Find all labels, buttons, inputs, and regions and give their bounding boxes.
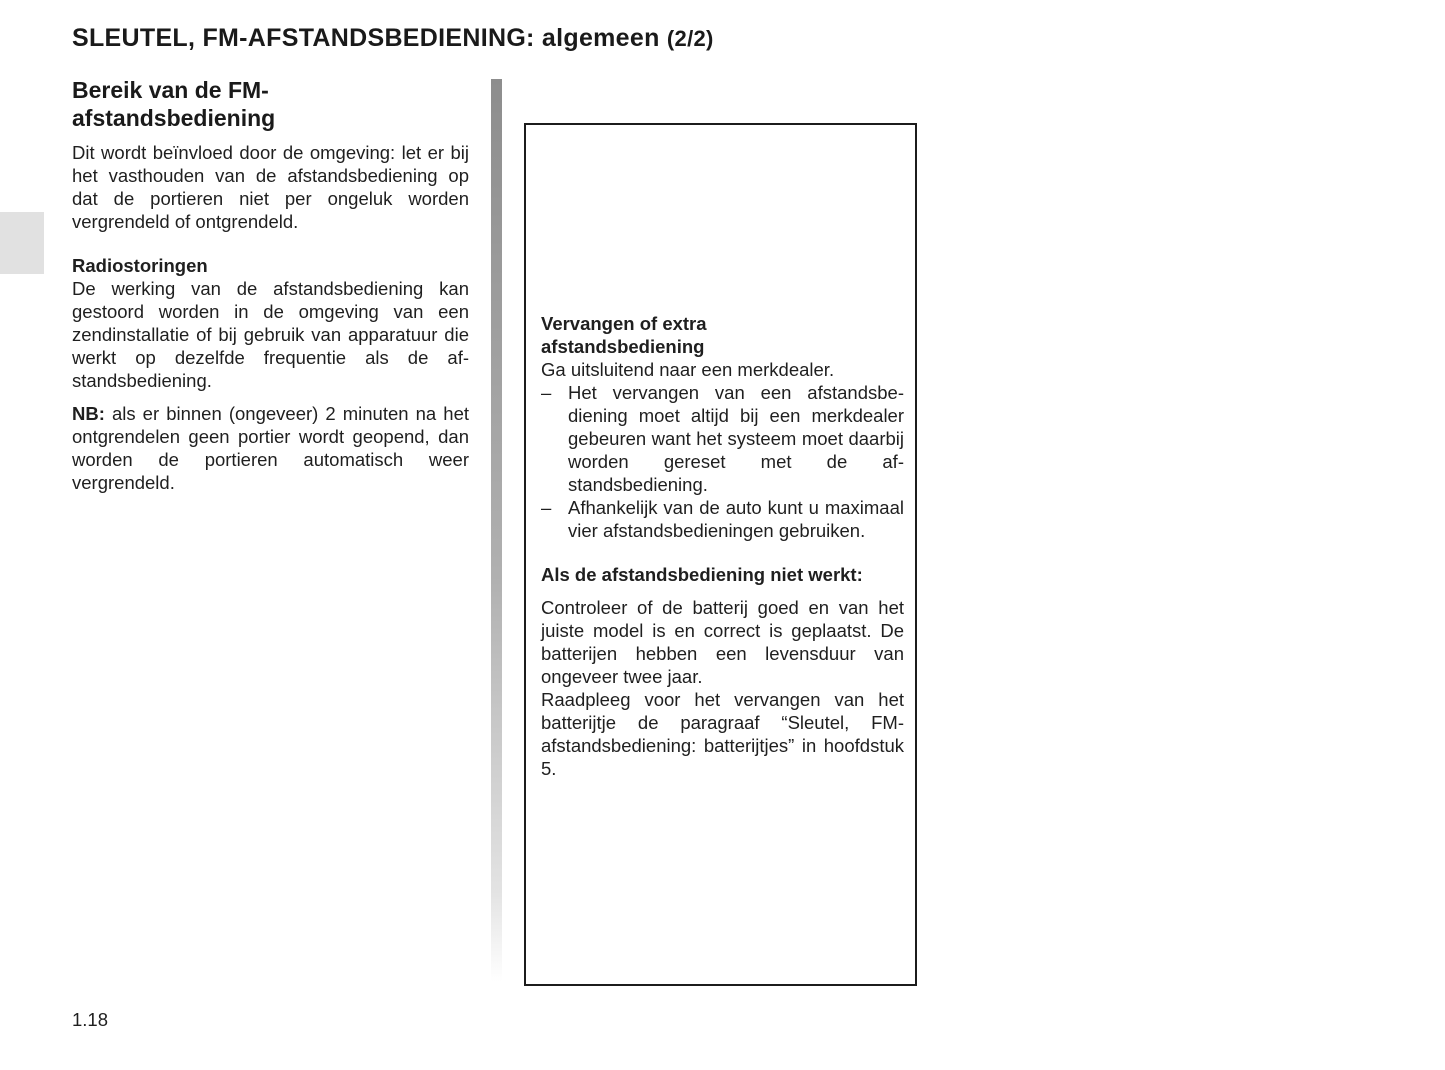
not-working-paragraph-1: Controleer of de batterij goed en van het juiste model is en correct is geplaatst. De batterijen hebben een levensduur van ongeveer twee jaar.	[541, 597, 904, 687]
replace-intro: Ga uitsluitend naar een merkdealer.	[541, 359, 835, 380]
list-item	[541, 496, 904, 542]
replace-heading-line1: Vervangen of extra	[541, 313, 707, 334]
not-working-heading: Als de afstandsbediening niet werkt:	[541, 564, 863, 585]
section-heading	[72, 76, 469, 132]
section-heading-line1: Bereik van de FM-	[72, 77, 269, 103]
note-text: als er binnen (ongeveer) 2 minuten na het ontgrendelen geen portier wordt geopend, dan worden de portieren automatisch weer vergrendeld.	[72, 403, 469, 493]
replace-heading	[541, 312, 904, 358]
radio-interference-heading: Radiostoringen	[72, 255, 208, 276]
dash-bullet: –	[541, 382, 552, 403]
note-label: NB:	[72, 403, 105, 424]
info-box	[524, 123, 917, 986]
note-paragraph	[72, 402, 469, 494]
column-divider	[491, 79, 502, 982]
radio-interference-paragraph: De werking van de afstandsbediening kan gestoord worden in de omgeving van een zendinstallatie of bij gebruik van apparatuur die werkt op dezelfde frequentie als de afstandsbediening.	[72, 278, 469, 391]
not-working-paragraph-2: Raadpleeg voor het vervangen van het batterijtje de paragraaf “Sleutel, FM-afstandsbediening: batterijtjes” in hoofdstuk 5.	[541, 689, 904, 779]
dash-bullet: –	[541, 497, 552, 518]
list-item	[541, 381, 904, 496]
chapter-tab-marker	[0, 212, 44, 274]
replace-list	[541, 381, 904, 542]
page-title	[72, 24, 714, 53]
left-column	[72, 76, 469, 494]
list-item-text: Afhankelijk van de auto kunt u maximaal vier afstandsbedieningen gebruiken.	[568, 497, 904, 541]
page-title-part: (2/2)	[666, 26, 714, 51]
page-number: 1.18	[72, 1009, 109, 1030]
replace-heading-line2: afstandsbediening	[541, 336, 705, 357]
list-item-text: Het vervangen van een afstandsbediening moet altijd bij een merkdealer gebeuren want het systeem moet daarbij worden gereset met de afstandsbediening.	[568, 382, 904, 495]
intro-paragraph: Dit wordt beïnvloed door de omgeving: let er bij het vasthouden van de afstandsbediening op dat de portieren niet per ongeluk worden vergrendeld of ontgrendeld.	[72, 142, 469, 232]
info-box-content	[541, 312, 904, 780]
page-title-main: SLEUTEL, FM-AFSTANDSBEDIENING: algemeen	[72, 24, 660, 52]
section-heading-line2: afstandsbediening	[72, 105, 276, 131]
